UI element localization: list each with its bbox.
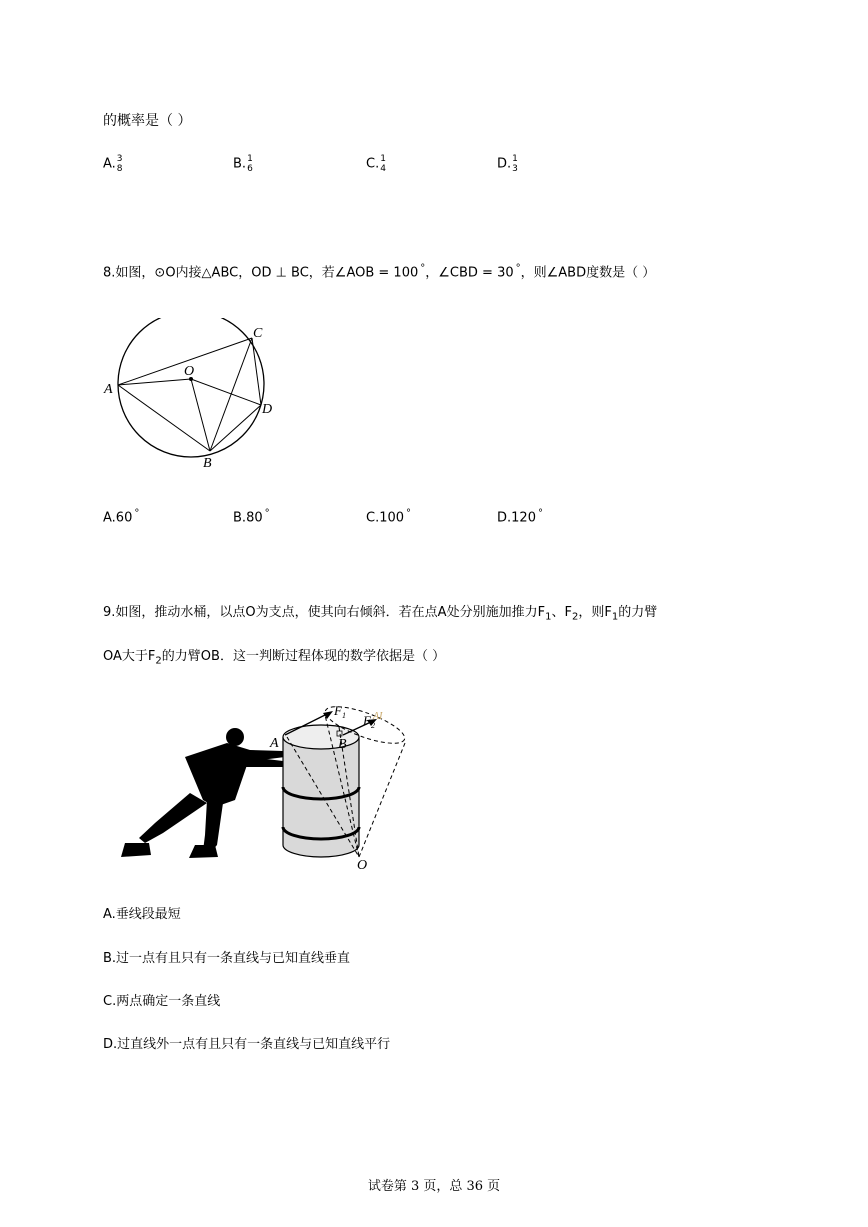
- watermark-ai: AI: [373, 711, 383, 722]
- label-b: B: [203, 456, 212, 471]
- label-o: O: [184, 364, 195, 379]
- label-f2: $F_2$: [363, 713, 375, 730]
- q7-option-c: C. 1 4: [366, 154, 386, 174]
- label-a: A: [270, 736, 279, 751]
- label-a: A: [104, 382, 113, 397]
- q9-stem-line1: 9.如图，推动水桶，以点O为支点，使其向右倾斜．若在点A处分别施加推力$F_1$、$F_2$，则$F_1$的力臂: [103, 605, 658, 623]
- q8-option-b: B.80 °: [233, 508, 270, 526]
- triangle-symbol-icon: △: [201, 265, 212, 281]
- q8-stem: 8.如图，⊙O内接△ABC，OD ⊥ BC，若∠AOB = 100 °，∠CBD = 30 °，则∠ABD度数是（ ）: [103, 263, 656, 281]
- q9-bucket-figure: [115, 695, 415, 875]
- arrow-f1-head-icon: [323, 711, 333, 719]
- page-footer: 试卷第 3 页，总 36 页: [367, 1179, 501, 1194]
- q8-circle-figure: [100, 318, 285, 473]
- person-silhouette-icon: [121, 728, 285, 858]
- q8-option-d: D.120 °: [497, 508, 543, 526]
- circle-symbol-icon: ⊙: [154, 265, 166, 281]
- label-o: O: [357, 858, 368, 873]
- q9-stem-line2: OA大于$F_2$的力臂OB．这一判断过程体现的数学依据是（ ）: [103, 649, 446, 667]
- segment-bd: [210, 405, 261, 451]
- bucket-top: [283, 725, 359, 749]
- label-c: C: [253, 326, 263, 341]
- q8-option-a: A.60 °: [103, 508, 140, 526]
- q7-option-b: B. 1 6: [233, 154, 253, 174]
- q9-option-a: A.垂线段最短: [103, 907, 181, 922]
- label-b: B: [338, 737, 347, 752]
- segment-cd: [252, 338, 261, 405]
- q7-stem-tail: 的概率是（ ）: [103, 113, 192, 129]
- segment-od: [191, 379, 261, 405]
- segment-ao: [118, 379, 191, 385]
- q8-option-c: C.100 °: [366, 508, 412, 526]
- label-d: D: [262, 402, 273, 417]
- q7-option-a: A. 3 8: [103, 154, 123, 174]
- segment-cb: [210, 338, 252, 451]
- q9-option-c: C.两点确定一条直线: [103, 994, 221, 1009]
- q7-option-d: D. 1 3: [497, 154, 518, 174]
- q9-option-d: D.过直线外一点有且只有一条直线与已知直线平行: [103, 1037, 391, 1052]
- circle-o: [118, 318, 264, 457]
- segment-ob: [191, 379, 210, 451]
- label-f1: $F_1$: [334, 703, 346, 720]
- segment-ab: [118, 385, 210, 451]
- q9-option-b: B.过一点有且只有一条直线与已知直线垂直: [103, 951, 351, 966]
